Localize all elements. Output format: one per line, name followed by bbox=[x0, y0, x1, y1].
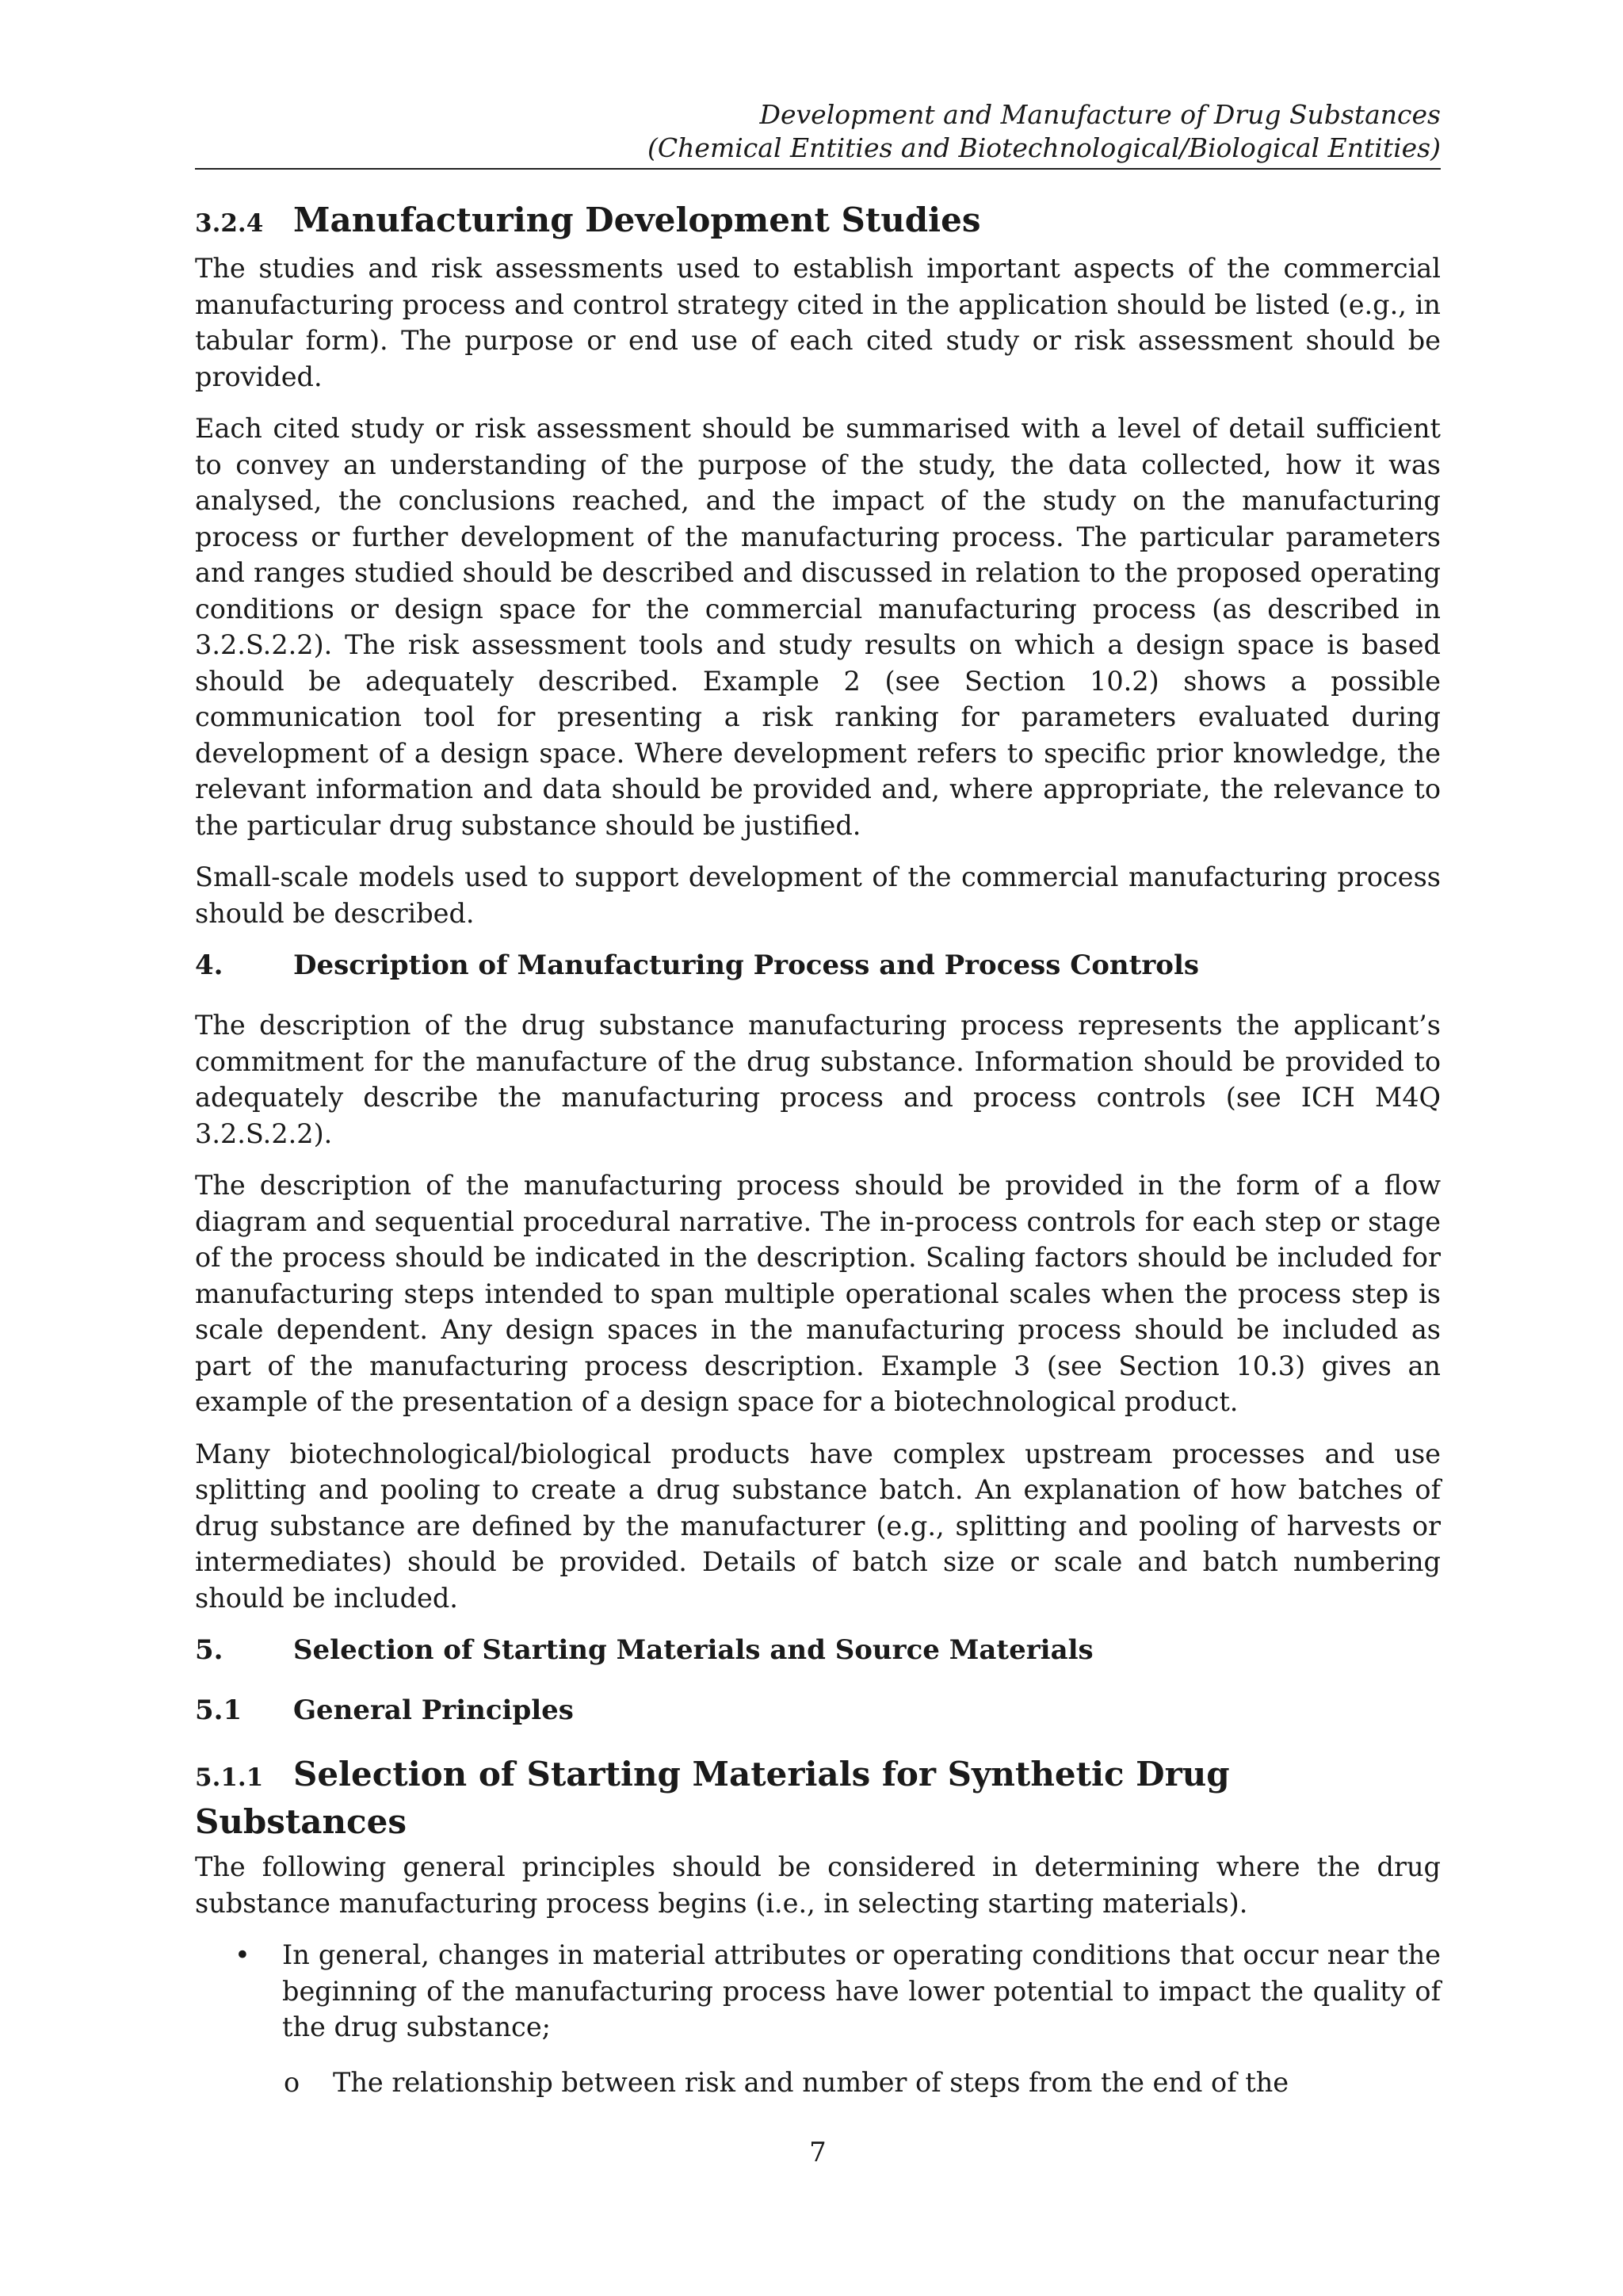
running-header-line-1: Development and Manufacture of Drug Substances bbox=[759, 99, 1441, 130]
running-header bbox=[195, 98, 1441, 170]
paragraph: Small-scale models used to support development of the commercial manufacturing process should be described. bbox=[195, 861, 1441, 929]
document-page bbox=[195, 0, 1441, 2296]
heading-5 bbox=[195, 1632, 1441, 1668]
list-item-text: In general, changes in material attributes or operating conditions that occur near the beginning of the manufacturing process have lower potential to impact the quality of the drug substance; bbox=[282, 1939, 1441, 2042]
paragraph: The description of the manufacturing process should be provided in the form of a flow diagram and sequential procedural narrative. The in-process controls for each step or stage of the process should be indicated in the description. Scaling factors should be included for manufacturing steps intended to span multiple operational scales when the process step is scale dependent. Any design spaces in the manufacturing process should be included as part of the manufacturing process description. Example 3 (see Section 10.3) gives an example of the presentation of a design space for a biotechnological product. bbox=[195, 1170, 1441, 1417]
sub-list-item bbox=[195, 2065, 1441, 2101]
heading-4 bbox=[195, 947, 1441, 984]
heading-title: Description of Manufacturing Process and Process Controls bbox=[293, 949, 1200, 981]
running-header-line-2: (Chemical Entities and Biotechnological/Biological Entities) bbox=[647, 132, 1441, 163]
paragraph: The description of the drug substance manufacturing process represents the applicant’s commitment for the manufacture of the drug substance. Information should be provided to adequately describe the manufacturing process and process controls (see ICH M4Q 3.2.S.2.2). bbox=[195, 1010, 1441, 1149]
list-item bbox=[195, 1937, 1441, 2046]
heading-3-2-4 bbox=[195, 198, 1441, 246]
sub-bullet-list bbox=[195, 2065, 1441, 2101]
heading-5-1 bbox=[195, 1692, 1441, 1729]
document-body bbox=[195, 198, 1441, 2100]
heading-title: Selection of Starting Materials for Synthetic Drug Substances bbox=[195, 1755, 1230, 1841]
page-number: 7 bbox=[809, 2137, 827, 2168]
paragraph: The studies and risk assessments used to establish important aspects of the commercial manufacturing process and control strategy cited in the application should be listed (e.g., in tabular form). The purpose or end use of each cited study or risk assessment should be provided. bbox=[195, 253, 1441, 392]
paragraph: The following general principles should be considered in determining where the drug substance manufacturing process begins (i.e., in selecting starting materials). bbox=[195, 1851, 1441, 1919]
heading-title: Manufacturing Development Studies bbox=[293, 201, 981, 239]
heading-title: Selection of Starting Materials and Source Materials bbox=[293, 1634, 1094, 1666]
bullet-list bbox=[195, 1937, 1441, 2046]
heading-number: 4. bbox=[195, 949, 223, 981]
heading-number: 5.1 bbox=[195, 1694, 242, 1726]
paragraph: Each cited study or risk assessment should be summarised with a level of detail sufficient to convey an understanding of the purpose of the study, the data collected, how it was analysed, the conclusions reached, and the impact of the study on the manufacturing process or further development of the manufacturing process. The particular parameters and ranges studied should be described and discussed in relation to the proposed operating conditions or design space for the commercial manufacturing process (as described in 3.2.S.2.2). The risk assessment tools and study results on which a design space is based should be adequately described. Example 2 (see Section 10.2) shows a possible communication tool for presenting a risk ranking for parameters evaluated during development of a design space. Where development refers to specific prior knowledge, the relevant information and data should be provided and, where appropriate, the relevance to the particular drug substance should be justified. bbox=[195, 413, 1441, 841]
heading-5-1-1 bbox=[195, 1752, 1441, 1844]
heading-number: 5. bbox=[195, 1634, 223, 1666]
paragraph: Many biotechnological/biological products have complex upstream processes and use splitting and pooling to create a drug substance batch. An explanation of how batches of drug substance are defined by the manufacturer (e.g., splitting and pooling of harvests or intermediates) should be provided. Details of batch size or scale and batch numbering should be included. bbox=[195, 1438, 1441, 1614]
sub-list-item-text: The relationship between risk and number of steps from the end of the bbox=[333, 2066, 1289, 2098]
heading-title: General Principles bbox=[293, 1694, 574, 1726]
sub-bullet-icon: o bbox=[284, 2066, 300, 2098]
heading-number: 3.2.4 bbox=[195, 209, 264, 238]
heading-number: 5.1.1 bbox=[195, 1763, 264, 1792]
bullet-icon: • bbox=[235, 1939, 250, 1970]
